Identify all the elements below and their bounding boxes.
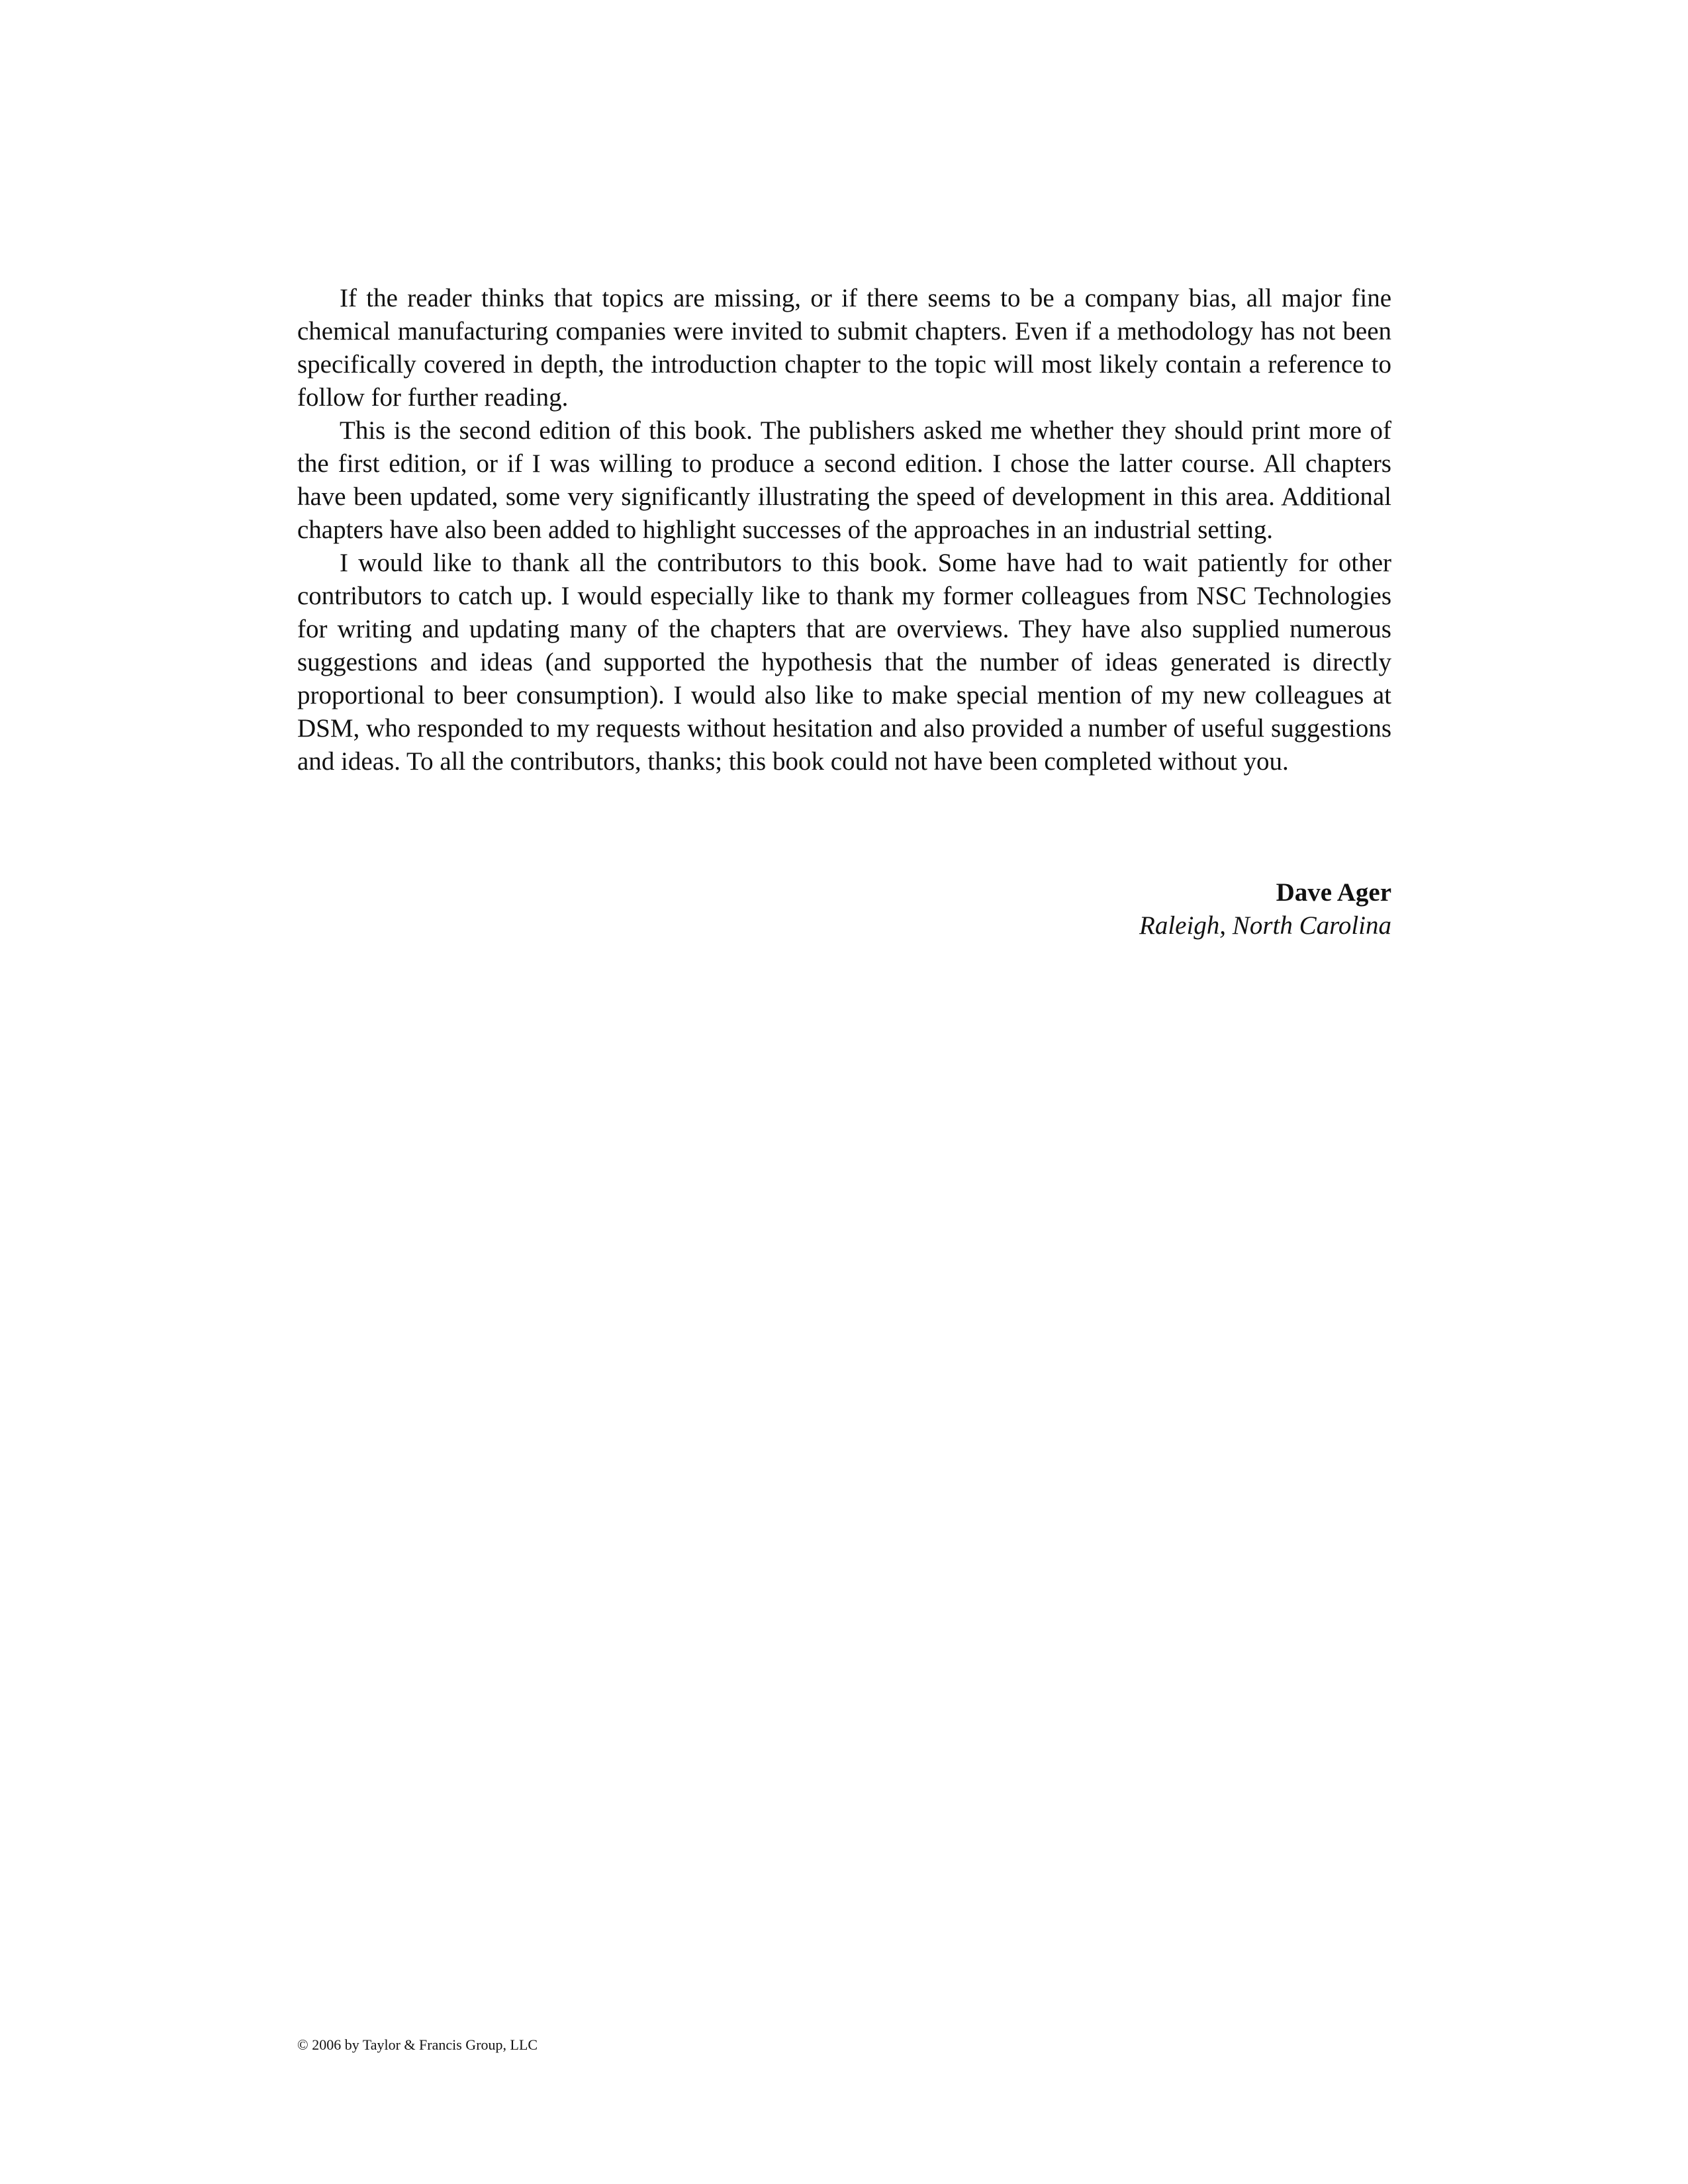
paragraph-topics: If the reader thinks that topics are missing, or if there seems to be a company bias, all major fine chemical manufacturing companies were invited to submit chapters. Even if a methodology has not been specifically covered in depth, the introduction chapter to the topic will most likely contain a reference to follow for further reading. [297, 284, 1391, 412]
paragraph-second-edition: This is the second edition of this book. The publishers asked me whether they should print more of the first edition, or if I was willing to produce a second edition. I chose the latter course. All chapters have been updated, some very significantly illustrating the speed of development in this area. Additional chapters have also been added to highlight successes of the approaches in an industrial setting. [297, 416, 1391, 544]
author-name: Dave Ager [1276, 878, 1391, 907]
body-text [297, 282, 1391, 778]
signature-block [927, 876, 1391, 942]
copyright-footer: © 2006 by Taylor & Francis Group, LLC [297, 2036, 538, 2053]
paragraph-acknowledgements: I would like to thank all the contributors to this book. Some have had to wait patiently for other contributors to catch up. I would especially like to thank my former colleagues from NSC Technologies for writing and updating many of the chapters that are overviews. They have also supplied numerous suggestions and ideas (and supported the hypothesis that the number of ideas generated is directly proportional to beer consumption). I would also like to make special mention of my new colleagues at DSM, who responded to my requests without hesitation and also provided a number of useful suggestions and ideas. To all the contributors, thanks; this book could not have been completed without you. [297, 549, 1391, 776]
author-location: Raleigh, North Carolina [1139, 911, 1391, 940]
